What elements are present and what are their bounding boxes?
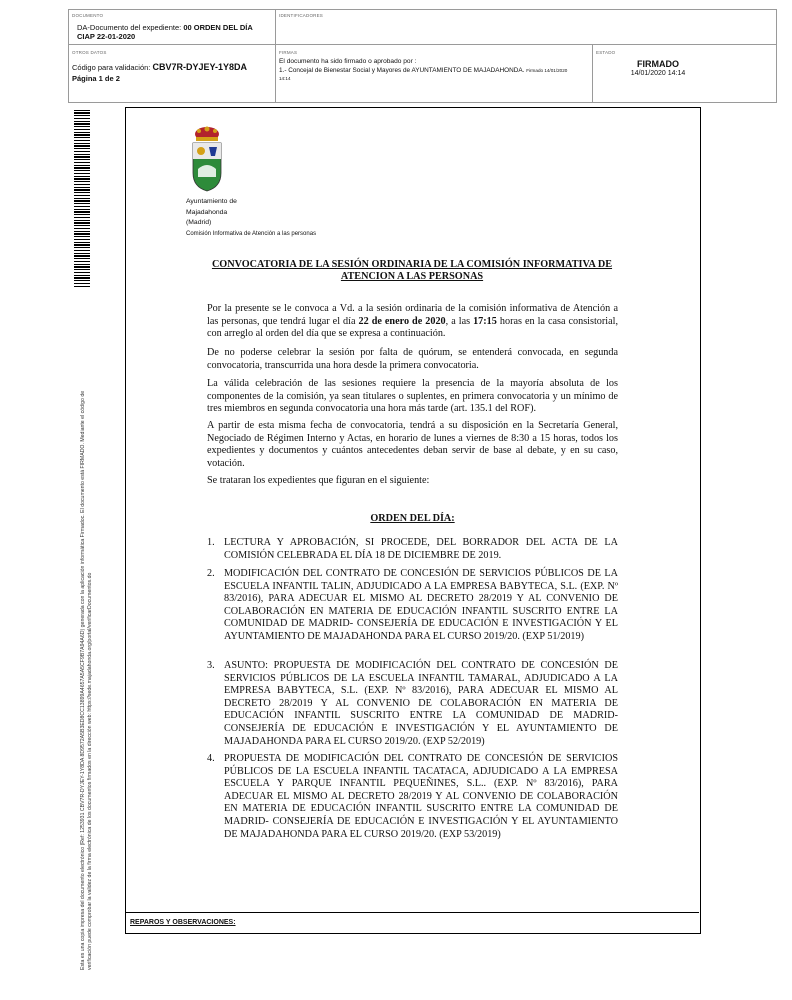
intro-paragraph-1: Por la presente se le convoca a Vd. a la sesión ordinaria de la comisión informativa de Atención a las personas, que tendrá lugar el día 22 de enero de 2020, a las 17:15 horas en la casa consistorial, con arreglo al orden del día que se expresa a continuación. <box>207 303 619 340</box>
signature-header <box>68 9 777 103</box>
documento-line2: CIAP 22-01-2020 <box>77 32 136 41</box>
pagina-number: Página 1 de 2 <box>72 74 120 83</box>
agenda-item: 2. MODIFICACIÓN DEL CONTRATO DE CONCESIÓN DE SERVICIOS PÚBLICOS DE LA ESCUELA INFANTIL TALIN, ADJUDICADO A LA EMPRESA BABYTECA, S.L. (EXP. Nº 83/2016), PARA ADECUAR EL MISMO AL DECRETO 28/2019 Y AL CONVENIO DE COLABORACIÓN EN MATERIA DE EDUCACIÓN INFANTIL SUSCRITO ENTRE LA COMUNIDAD DE MADRID- CONSEJERÍA DE EDUCACIÓN E INVESTIGACIÓN Y EL AYUNTAMIENTO DE MAJADAHONDA PARA EL CURSO 2019/20. (EXP 51/2019) <box>207 568 618 642</box>
otros-datos-label: OTROS DATOS <box>72 50 107 55</box>
municipal-crest-icon <box>190 125 224 195</box>
intro-paragraph-5: Se trataran los expedientes que figuran en el siguiente: <box>207 475 430 486</box>
firmas-line2: 1.- Concejal de Bienestar Social y Mayores de AYUNTAMIENTO DE MAJADAHONDA. Firmado 14/01/2020 <box>279 67 568 74</box>
documento-label: DOCUMENTO <box>72 13 104 18</box>
intro-paragraph-2: De no poderse celebrar la sesión por falta de quórum, se entenderá convocada, en segunda convocatoria, transcurrida una hora desde la primera convocatoria. <box>207 347 618 371</box>
estado-date: 14/01/2020 14:14 <box>630 70 686 77</box>
firmas-cell <box>276 45 593 102</box>
barcode <box>74 110 90 288</box>
firmas-line1: El documento ha sido firmado o aprobado por : <box>279 58 417 65</box>
reparos-label: REPAROS Y OBSERVACIONES: <box>130 919 236 926</box>
codigo-validacion: Código para validación: CBV7R-DYJEY-1Y8DA <box>72 62 248 72</box>
agenda-item: 4. PROPUESTA DE MODIFICACIÓN DEL CONTRATO DE CONCESIÓN DE SERVICIOS PÚBLICOS DE LA ESCUELA INFANTIL TACATACA, ADJUDICADO A LA EMPRESA ESCUELA Y PARQUE INFANTIL PEQUEÑINES, S.L.. (EXP. Nº 83/2016), PARA ADECUAR EL MISMO AL DECRETO 28/2019 Y AL CONVENIO DE COLABORACIÓN EN MATERIA DE EDUCACIÓN INFANTIL SUSCRITO ENTRE LA COMUNIDAD DE MADRID- CONSEJERÍA DE EDUCACIÓN E INVESTIGACIÓN Y EL AYUNTAMIENTO DE MAJADAHONDA PARA EL CURSO 2019/20. (EXP 53/2019) <box>207 753 618 840</box>
estado-value: FIRMADO <box>637 59 679 69</box>
estado-cell <box>593 45 776 102</box>
document-title: CONVOCATORIA DE LA SESIÓN ORDINARIA DE LA COMISIÓN INFORMATIVA DE ATENCION A LAS PERSONAS <box>211 259 613 282</box>
orden-del-dia-title: ORDEN DEL DÍA: <box>370 513 455 524</box>
reparos-section <box>125 912 699 933</box>
letterhead: Ayuntamiento de Majadahonda (Madrid) Comisión Informativa de Atención a las personas <box>186 198 317 237</box>
intro-paragraph-4: A partir de esta misma fecha de convocatoria, tendrá a su disposición en la Secretaría General, Negociado de Régimen Interno y Actas, en horario de lunes a viernes de 8:30 a 15 horas, todos los expedientes y documentos y cuántos antecedentes deban servir de base al debate, y en su caso, votación. <box>207 420 618 469</box>
verification-side-text: Esta es una copia impresa del documento electrónico (Ref: 1253931 CBV7R-DYJEY-1Y8DA 8D9572A5B3ED8CC13899A4657A5A5CF9B7A94A6D) generada con la aplicación informática Firmadoc. El documento está FIRMADO. Mediante el código de verificación puede comprobar la validez de la firma electrónica de los documentos firmados en la dirección web: https://sede.majadahonda.org/portal/verificarDocumentos.do <box>80 390 93 970</box>
firmas-label: FIRMAS <box>279 50 298 55</box>
documento-cell <box>69 10 276 45</box>
otros-datos-cell <box>69 45 276 102</box>
agenda-item: 3. ASUNTO: PROPUESTA DE MODIFICACIÓN DEL CONTRATO DE CONCESIÓN DE SERVICIOS PÚBLICOS DE LA ESCUELA INFANTIL TAMARAL, ADJUDICADO A LA EMPRESA BABYTECA, S.L. (EXP. Nº 83/2016), PARA ADECUAR EL MISMO AL DECRETO 28/2019 Y AL CONVENIO DE COLABORACIÓN EN MATERIA DE EDUCACIÓN INFANTIL SUSCRITO ENTRE LA COMUNIDAD DE MADRID-CONSEJERÍA DE EDUCACIÓN E INVESTIGACIÓN Y EL AYUNTAMIENTO DE MAJADAHONDA PARA EL CURSO 2019/20. (EXP 52/2019) <box>207 660 618 747</box>
agenda-item: 1. LECTURA Y APROBACIÓN, SI PROCEDE, DEL BORRADOR DEL ACTA DE LA COMISIÓN CELEBRADA EL DÍA 18 DE DICIEMBRE DE 2019. <box>207 537 618 561</box>
identificadores-label: IDENTIFICADORES <box>279 13 324 18</box>
documento-line1: DA-Documento del expediente: 00 ORDEN DEL DÍA <box>77 23 253 32</box>
estado-label: ESTADO <box>596 50 616 55</box>
firmas-line3: 14:14 <box>279 76 291 81</box>
identificadores-cell <box>276 10 776 45</box>
intro-paragraph-3: La válida celebración de las sesiones requiere la presencia de la mayoría absoluta de los componentes de la comisión, ya sean titulares o suplentes, en primera convocatoria y un mínimo de tres miembros en segunda convocatoria una hora más tarde (art. 135.1 del ROF). <box>207 378 618 415</box>
